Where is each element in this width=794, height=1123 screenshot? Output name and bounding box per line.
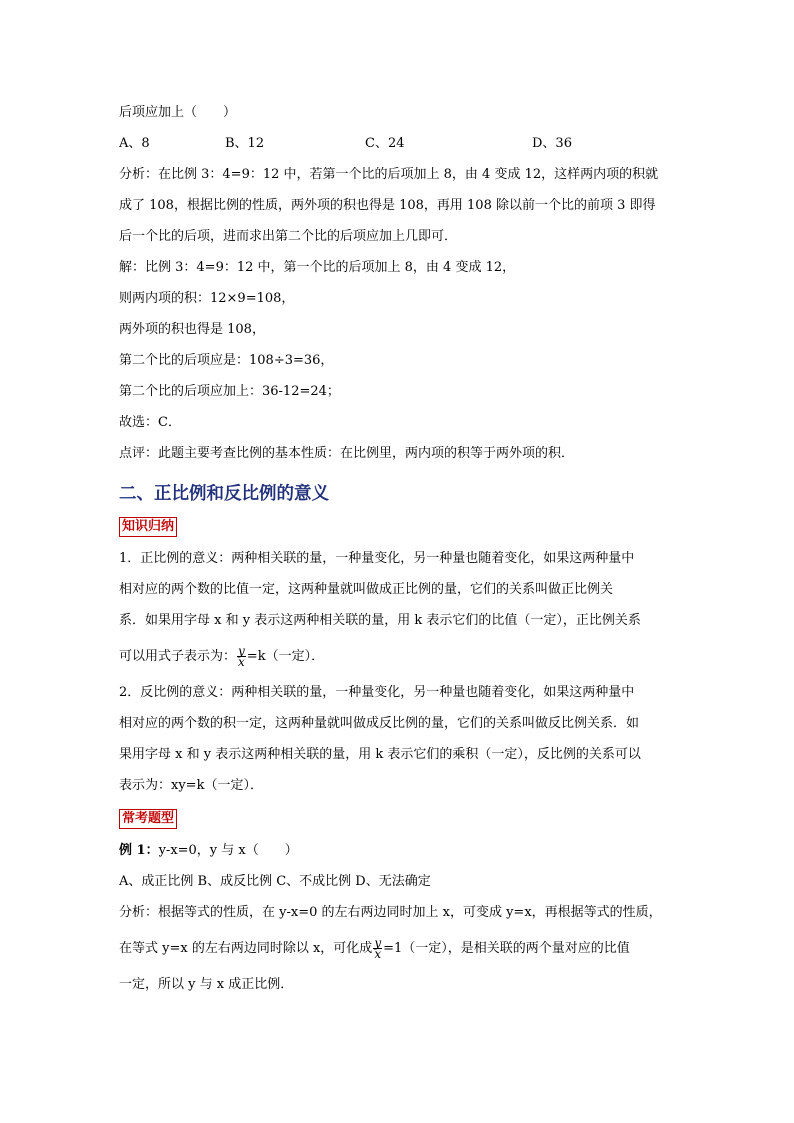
options-row [119,135,619,153]
solution-line: 第二个比的后项应加上：36-12=24； [119,384,340,399]
direct-line: 系．如果用字母 x 和 y 表示这两种相关联的量，用 k 表示它们的比值（一定），正比例关系 [119,613,641,628]
solution-line: 第二个比的后项应是：108÷3=36， [119,353,334,368]
solution-line: 则两内项的积：12×9=108， [119,291,295,306]
fraction-denominator: x [374,947,382,961]
analysis-line: 一定，所以 y 与 x 成正比例． [119,977,294,992]
section-title: 二、正比例和反比例的意义 [119,484,329,504]
question-tail: 后项应加上（ ） [119,105,237,120]
direct-line: 相对应的两个数的比值一定，这两种量就叫做成正比例的量，它们的关系叫做正比例关 [119,582,614,597]
fraction-numerator: y [374,936,382,950]
comment: 点评：此题主要考查比例的基本性质：在比例里，两内项的积等于两外项的积． [119,446,575,461]
analysis-suffix: =1（一定），是相关联的两个量对应的比值 [383,941,630,956]
analysis-line: 成了 108，根据比例的性质，两外项的积也得是 108，再用 108 除以前一个比的前项 3 即得 [119,198,656,213]
option-c: C、24 [365,136,405,151]
example-options: A、成正比例 B、成反比例 C、不成比例 D、无法确定 [119,874,431,889]
analysis-line: 分析：根据等式的性质，在 y-x=0 的左右两边同时加上 x，可变成 y=x，再根据等式的性质， [119,905,662,920]
fraction-numerator: y [238,644,245,658]
example-text: y-x=0，y 与 x（ ） [158,843,298,858]
tag-knowledge: 知识归纳 [119,517,177,537]
solution-line: 两外项的积也得是 108， [119,322,265,337]
inverse-line: 果用字母 x 和 y 表示这两种相关联的量，用 k 表示它们的乘积（一定），反比例的关系可以 [119,747,641,762]
fraction-y-over-x [237,646,246,667]
direct-line: 1．正比例的意义：两种相关联的量，一种量变化，另一种量也随着变化，如果这两种量中 [119,551,635,566]
tag-common-questions: 常考题型 [119,809,177,829]
fraction-denominator: x [238,655,245,669]
option-d: D、36 [532,136,572,151]
analysis-line: 分析：在比例 3：4=9：12 中，若第一个比的后项加上 8，由 4 变成 12，这样两内项的积就 [119,167,659,182]
direct-formula-line [119,646,324,667]
example-line [119,842,298,860]
inverse-line: 2．反比例的意义：两种相关联的量，一种量变化，另一种量也随着变化，如果这两种量中 [119,685,635,700]
formula-suffix: =k（一定）． [246,649,325,664]
solution-answer: 故选：C． [119,415,181,430]
fraction-y-over-x [373,938,382,959]
option-a: A、8 [119,136,150,151]
solution-line: 解：比例 3：4=9：12 中，第一个比的后项加上 8，由 4 变成 12， [119,260,516,275]
analysis-formula-line [119,938,630,959]
example-label: 例 1： [119,843,159,858]
formula-prefix: 可以用式子表示为： [119,649,237,664]
analysis-line: 后一个比的后项，进而求出第二个比的后项应加上几即可． [119,229,458,244]
analysis-prefix: 在等式 y=x 的左右两边同时除以 x，可化成 [119,941,373,956]
inverse-line: 相对应的两个数的积一定，这两种量就叫做成反比例的量，它们的关系叫做反比例关系．如 [119,716,640,731]
option-b: B、12 [225,136,265,151]
inverse-line: 表示为：xy=k（一定）． [119,778,263,793]
